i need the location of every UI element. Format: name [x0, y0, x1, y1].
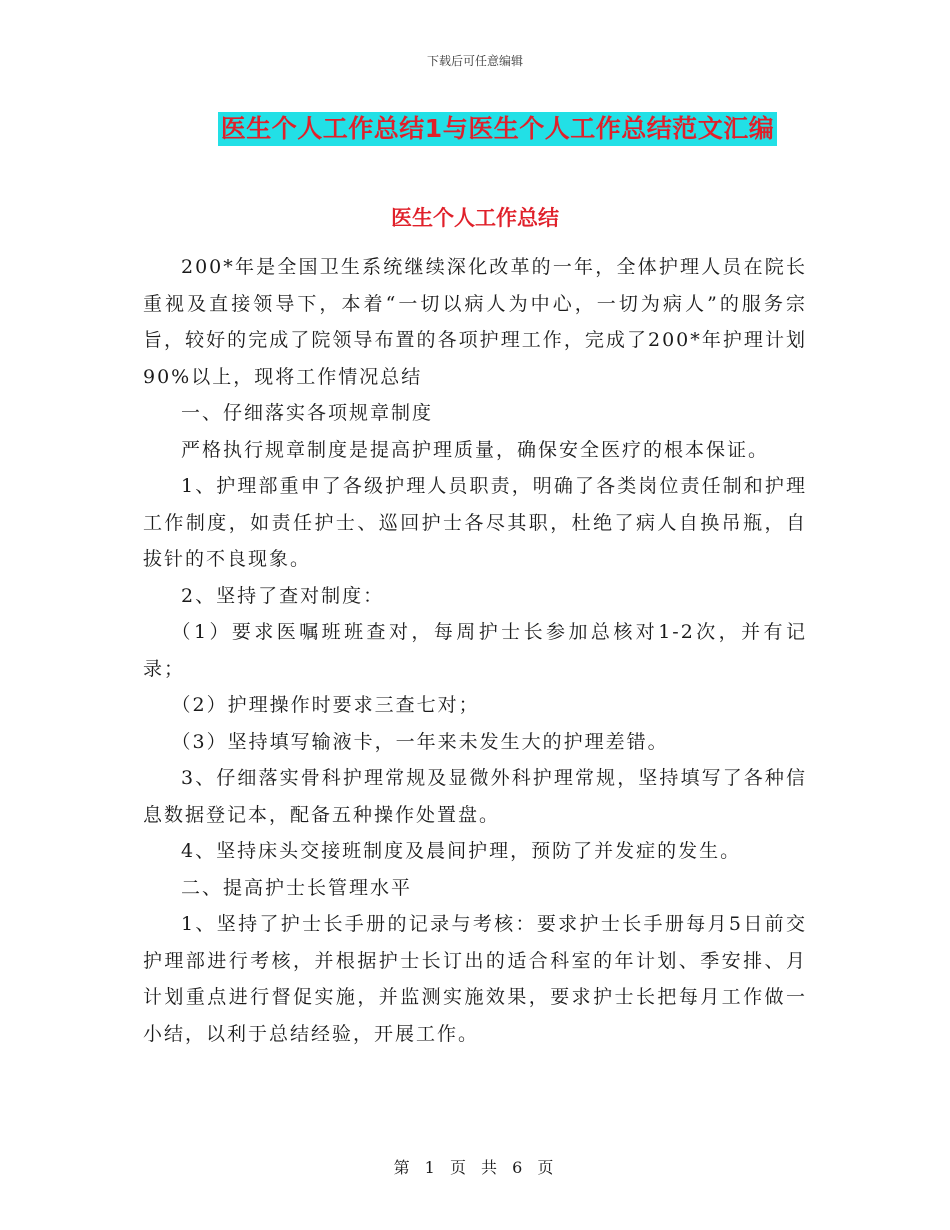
paragraph: 2、坚持了查对制度： — [181, 584, 385, 607]
page-number: 第 1 页 共 6 页 — [393, 1158, 557, 1177]
paragraph: 严格执行规章制度是提高护理质量，确保安全医疗的根本保证。 — [181, 438, 770, 461]
section-heading: 一、仔细落实各项规章制度 — [181, 402, 434, 424]
paragraph: 200*年是全国卫生系统继续深化改革的一年，全体护理人员在院长重视及直接领导下，本着“一切以病人为中心，一切为病人”的服务宗旨，较好的完成了院领导布置的各项护理工作，完成了200*年护理计划90%以上，现将工作情况总结 — [143, 256, 807, 388]
document-title: 医生个人工作总结1与医生个人工作总结范文汇编 — [218, 112, 777, 146]
paragraph: 1、护理部重申了各级护理人员职责，明确了各类岗位责任制和护理工作制度，如责任护士、巡回护士各尽其职，杜绝了病人自换吊瓶，自拔针的不良现象。 — [143, 475, 807, 570]
paragraph: 4、坚持床头交接班制度及晨间护理，预防了并发症的发生。 — [181, 840, 742, 862]
list-item: （2）护理操作时要求三查七对； — [171, 694, 480, 716]
paragraph: 3、仔细落实骨科护理常规及显微外科护理常规，坚持填写了各种信息数据登记本，配备五种操作处置盘。 — [143, 767, 807, 826]
list-item: （1）要求医嘱班班查对，每周护士长参加总核对1-2次，并有记录； — [143, 621, 807, 680]
document-body — [143, 249, 807, 1052]
section-title: 医生个人工作总结 — [391, 206, 559, 230]
section-heading: 二、提高护士长管理水平 — [181, 876, 413, 899]
list-item: （3）坚持填写输液卡，一年来未发生大的护理差错。 — [171, 730, 669, 753]
page-header: 下载后可任意编辑 — [426, 54, 523, 68]
document-title-container — [0, 112, 950, 146]
paragraph: 1、坚持了护士长手册的记录与考核：要求护士长手册每月5日前交护理部进行考核，并根据护士长订出的适合科室的年计划、季安排、月计划重点进行督促实施，并监测实施效果，要求护士长把每月工作做一小结，以利于总结经验，开展工作。 — [143, 913, 807, 1045]
